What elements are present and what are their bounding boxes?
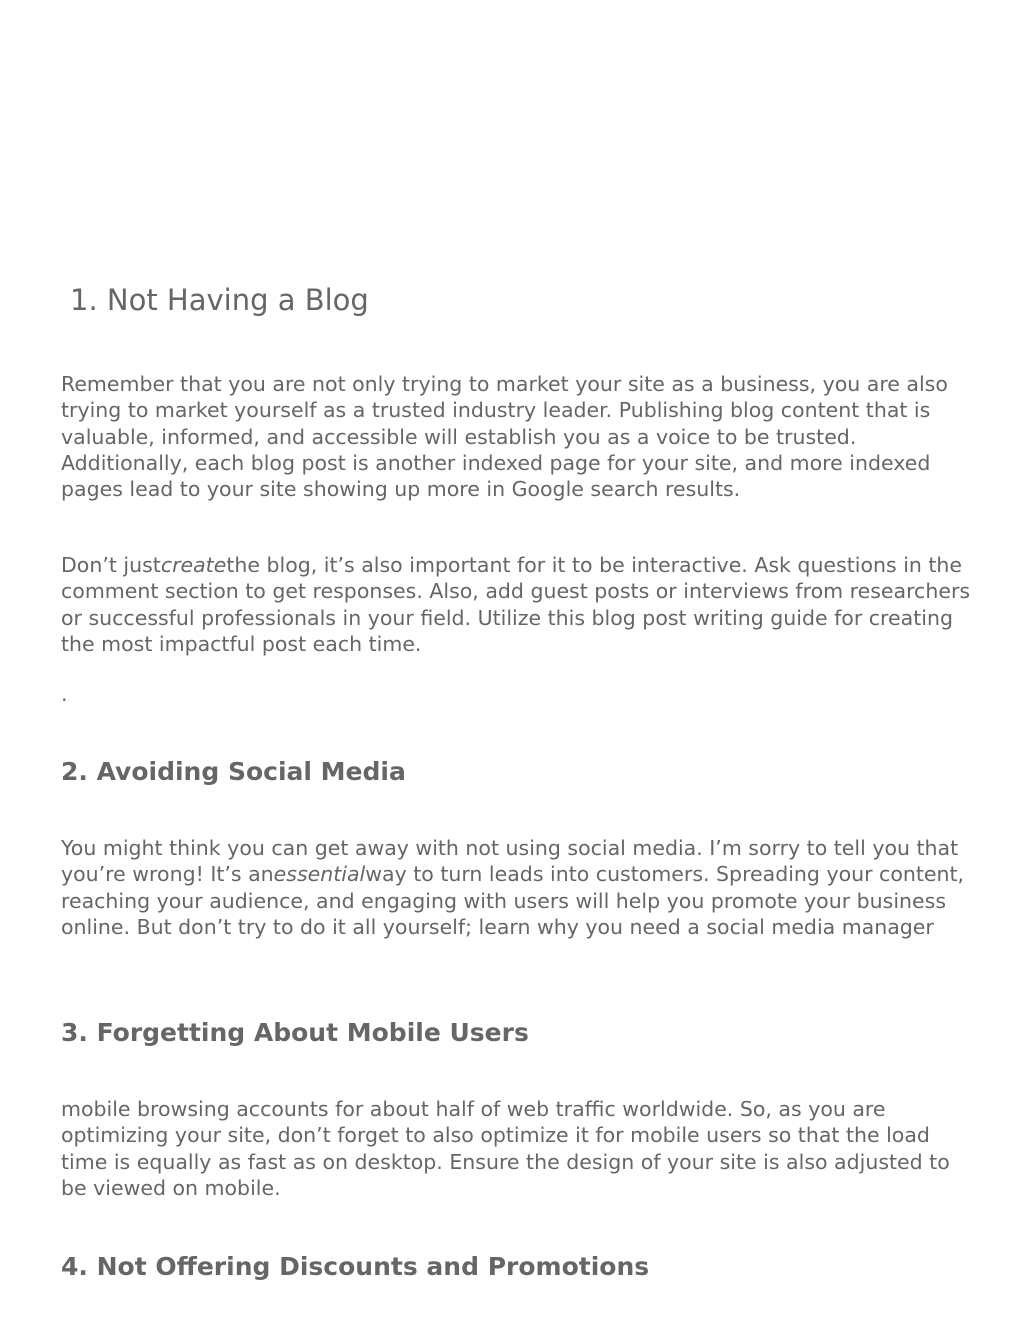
emphasis-text: essential — [273, 862, 366, 887]
paragraph-blog-interactive — [61, 552, 971, 657]
paragraph-text: You might think you can get away with not using social media. I’m sorry to tell you that you’re wrong! It’s an — [61, 836, 959, 887]
paragraph-blog-intro: Remember that you are not only trying to market your site as a business, you are also trying to market yourself as a trusted industry leader. Publishing blog content that is valuable, informed, and accessible will establish you as a voice to be trusted. Additionally, each blog post is another indexed page for your site, and more indexed pages lead to your site showing up more in Google search results. — [61, 372, 948, 502]
paragraph-text: way to turn leads into customers. Spreading your content, reaching your audience, and engaging with users will help you promote your business online. But don’t try to do it all yourself; learn why you need a social media manager — [61, 862, 965, 939]
section-heading-discounts: 4. Not Offering Discounts and Promotions — [61, 1252, 650, 1281]
emphasis-text: create — [160, 553, 227, 577]
paragraph-social — [61, 835, 971, 940]
paragraph-text: the blog, it’s also important for it to be interactive. Ask questions in the comment section to get responses. Also, add guest posts or interviews from researchers or successful professionals in your field. Utilize this blog post writing guide for creating the most impactful post each time. — [61, 553, 971, 656]
section-heading-blog: 1. Not Having a Blog — [70, 283, 369, 317]
paragraph-text: Don’t just — [61, 553, 161, 577]
paragraph-dot: . — [61, 682, 68, 706]
paragraph-mobile: mobile browsing accounts for about half of web traffic worldwide. So, as you are optimizing your site, don’t forget to also optimize it for mobile users so that the load time is equally as fast as on desktop. Ensure the design of your site is also adjusted to be viewed on mobile. — [61, 1097, 950, 1200]
section-heading-social: 2. Avoiding Social Media — [61, 757, 406, 786]
section-heading-mobile: 3. Forgetting About Mobile Users — [61, 1018, 529, 1047]
